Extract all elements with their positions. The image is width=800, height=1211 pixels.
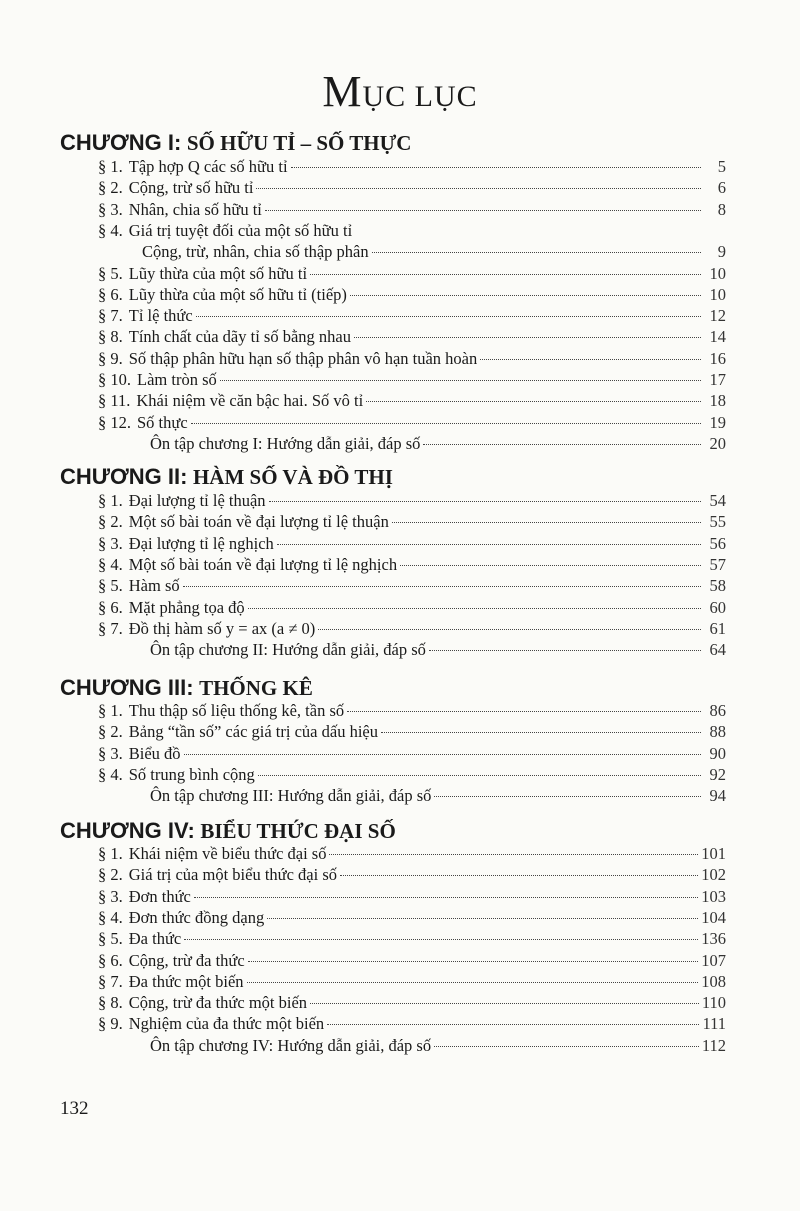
- page-ref: 57: [709, 554, 726, 574]
- section-number: § 1.: [98, 701, 123, 720]
- section-number: § 1.: [98, 157, 123, 176]
- toc-entry[interactable]: [98, 886, 726, 907]
- toc-entry[interactable]: [98, 928, 726, 949]
- page-ref: 64: [709, 640, 726, 660]
- dot-leader: [429, 650, 701, 651]
- entry-title: Nhân, chia số hữu tỉ: [128, 199, 262, 219]
- entry-title: Lũy thừa của một số hữu tỉ: [128, 263, 308, 283]
- page-ref: 6: [717, 178, 726, 198]
- dot-leader: [191, 423, 701, 424]
- dot-leader: [400, 565, 701, 566]
- page-ref: 8: [717, 199, 726, 219]
- page-number: 132: [60, 1098, 89, 1119]
- dot-leader: [291, 167, 701, 168]
- section-number: § 4.: [98, 764, 123, 784]
- section-number: § 4.: [98, 554, 123, 574]
- title-rest: ỤC LỤC: [362, 80, 478, 113]
- section-number: § 3.: [98, 743, 123, 763]
- section-number: § 10.: [98, 370, 131, 389]
- page-ref: 101: [701, 844, 726, 863]
- page-ref: 18: [709, 391, 726, 411]
- dot-leader: [340, 875, 698, 876]
- entry-title: Giá trị của một biểu thức đại số: [128, 865, 338, 885]
- chapter-name: SỐ HỮU TỈ – SỐ THỰC: [186, 131, 412, 155]
- chapter-name: THỐNG KÊ: [199, 676, 313, 700]
- page-ref: 92: [709, 764, 726, 784]
- section-number: § 4.: [98, 220, 123, 240]
- toc-entry[interactable]: [98, 177, 726, 198]
- dot-leader: [269, 501, 701, 502]
- title-initial: M: [322, 67, 363, 116]
- toc-entry[interactable]: [98, 721, 726, 742]
- dot-leader: [366, 401, 701, 402]
- dot-leader: [184, 939, 698, 940]
- entry-title: Số trung bình cộng: [128, 764, 255, 784]
- toc-entry[interactable]: [98, 639, 726, 660]
- chapter-label: CHƯƠNG II:: [60, 464, 188, 489]
- toc-entry[interactable]: [98, 554, 726, 575]
- dot-leader: [347, 711, 701, 712]
- chapter-label: CHƯƠNG III:: [60, 675, 194, 700]
- dot-leader: [434, 796, 701, 797]
- section-number: § 7.: [98, 618, 123, 638]
- dot-leader: [392, 522, 701, 523]
- page-ref: 108: [701, 971, 726, 991]
- page-ref: 103: [701, 886, 726, 906]
- toc-entry[interactable]: [98, 433, 726, 454]
- page-ref: 19: [709, 412, 726, 432]
- section-number: § 6.: [98, 284, 123, 304]
- section-number: § 3.: [98, 533, 123, 553]
- page-ref: 20: [709, 433, 726, 453]
- dot-leader: [381, 732, 701, 733]
- entry-title: Làm tròn số: [137, 370, 217, 389]
- section-number: § 3.: [98, 886, 123, 906]
- toc-entry[interactable]: [98, 992, 726, 1013]
- toc-entry[interactable]: [98, 326, 726, 347]
- chapter-name: HÀM SỐ VÀ ĐỒ THỊ: [192, 465, 393, 489]
- section-number: § 9.: [98, 348, 123, 368]
- toc-entry[interactable]: [98, 199, 726, 220]
- entry-title: Một số bài toán về đại lượng tỉ lệ thuận: [128, 512, 389, 532]
- page-ref: 107: [701, 950, 726, 970]
- entry-title: Ôn tập chương IV: Hướng dẫn giải, đáp số: [150, 1035, 432, 1055]
- page-ref: 55: [709, 512, 726, 532]
- toc-entry[interactable]: [98, 843, 726, 864]
- toc-entry[interactable]: [98, 618, 726, 639]
- page-ref: 102: [701, 865, 726, 885]
- dot-leader: [480, 359, 701, 360]
- section-number: § 2.: [98, 865, 123, 885]
- entry-title: Hàm số: [128, 576, 180, 596]
- toc-entry[interactable]: [98, 348, 726, 369]
- page-ref: 90: [709, 743, 726, 763]
- toc-entry[interactable]: [98, 390, 726, 411]
- dot-leader: [248, 608, 701, 609]
- chapter-label: CHƯƠNG IV:: [60, 818, 195, 843]
- page-ref: 54: [709, 491, 726, 510]
- dot-leader: [256, 188, 701, 189]
- page-ref: 58: [709, 576, 726, 596]
- entry-title: Tỉ lệ thức: [128, 306, 193, 326]
- chapter-label: CHƯƠNG I:: [60, 130, 182, 155]
- section-number: § 8.: [98, 993, 123, 1013]
- entry-title: Giá trị tuyệt đối của một số hữu tỉ: [128, 220, 353, 240]
- page-ref: 16: [709, 348, 726, 368]
- entry-title: Khái niệm về biểu thức đại số: [128, 844, 327, 863]
- toc-entry[interactable]: [98, 743, 726, 764]
- entry-title: Đa thức: [128, 929, 182, 949]
- toc-entry[interactable]: [98, 575, 726, 596]
- page-ref: 5: [717, 157, 726, 176]
- entry-title: Ôn tập chương I: Hướng dẫn giải, đáp số: [150, 433, 421, 453]
- dot-leader: [184, 754, 701, 755]
- section-number: § 5.: [98, 263, 123, 283]
- dot-leader: [267, 918, 698, 919]
- toc-entry[interactable]: [98, 785, 726, 806]
- section-number: § 12.: [98, 412, 131, 432]
- dot-leader: [265, 210, 701, 211]
- page-ref: 88: [709, 722, 726, 742]
- entry-title: Đại lượng tỉ lệ thuận: [128, 491, 266, 510]
- toc-entry[interactable]: [98, 490, 726, 511]
- toc-entry[interactable]: [98, 597, 726, 618]
- toc-entry[interactable]: [98, 220, 726, 241]
- section-number: § 3.: [98, 199, 123, 219]
- dot-leader: [196, 316, 701, 317]
- entry-title: Khái niệm về căn bậc hai. Số vô tỉ: [136, 391, 364, 411]
- page-ref: 12: [709, 306, 726, 326]
- entry-title: Lũy thừa của một số hữu tỉ (tiếp): [128, 284, 347, 304]
- page-ref: 60: [709, 597, 726, 617]
- section-number: § 6.: [98, 950, 123, 970]
- toc-entry[interactable]: [98, 864, 726, 885]
- toc-entry[interactable]: [98, 511, 726, 532]
- toc-entry[interactable]: [98, 156, 726, 177]
- entry-title: Thu thập số liệu thống kê, tần số: [128, 701, 345, 720]
- section-number: § 7.: [98, 306, 123, 326]
- entry-title: Nghiệm của đa thức một biến: [128, 1014, 325, 1034]
- entry-title: Tập hợp Q các số hữu tỉ: [128, 157, 288, 176]
- toc-entry[interactable]: [98, 412, 726, 433]
- dot-leader: [310, 1003, 699, 1004]
- dot-leader: [350, 295, 701, 296]
- dot-leader: [329, 854, 698, 855]
- toc-entry[interactable]: [98, 305, 726, 326]
- dot-leader: [258, 775, 701, 776]
- section-number: § 9.: [98, 1014, 123, 1034]
- entry-title: Cộng, trừ số hữu tỉ: [128, 178, 254, 198]
- page-ref: 111: [702, 1014, 726, 1034]
- toc-entry[interactable]: [98, 971, 726, 992]
- entry-title: Số thực: [137, 412, 188, 432]
- page-ref: 136: [701, 929, 726, 949]
- section-number: § 2.: [98, 722, 123, 742]
- entry-title: Cộng, trừ đa thức một biến: [128, 993, 308, 1013]
- dot-leader: [220, 380, 701, 381]
- entry-title: Đa thức một biến: [128, 971, 244, 991]
- page-ref: 110: [701, 993, 726, 1013]
- section-number: § 7.: [98, 971, 123, 991]
- section-number: § 5.: [98, 929, 123, 949]
- toc-entry[interactable]: [98, 284, 726, 305]
- dot-leader: [183, 586, 701, 587]
- entry-title: Tính chất của dãy tỉ số bằng nhau: [128, 327, 351, 347]
- chapter-name: BIỂU THỨC ĐẠI SỐ: [200, 819, 396, 843]
- toc-entry[interactable]: [98, 907, 726, 928]
- toc-entry[interactable]: [98, 241, 726, 262]
- entry-title: Cộng, trừ đa thức: [128, 950, 245, 970]
- dot-leader: [327, 1024, 699, 1025]
- page-ref: 61: [709, 618, 726, 638]
- dot-leader: [310, 274, 701, 275]
- entry-title: Đồ thị hàm số y = ax (a ≠ 0): [128, 618, 316, 638]
- section-number: § 11.: [98, 391, 131, 411]
- section-number: § 8.: [98, 327, 123, 347]
- dot-leader: [372, 252, 701, 253]
- dot-leader: [423, 444, 701, 445]
- dot-leader: [277, 544, 701, 545]
- page-ref: 14: [709, 327, 726, 347]
- toc-entry[interactable]: [98, 369, 726, 390]
- section-number: § 1.: [98, 491, 123, 510]
- toc-entry[interactable]: [98, 263, 726, 284]
- entry-title: Đơn thức đồng dạng: [128, 907, 265, 927]
- dot-leader: [248, 961, 699, 962]
- page-title: [0, 66, 800, 117]
- entry-title: Ôn tập chương II: Hướng dẫn giải, đáp số: [150, 640, 426, 660]
- toc-entry[interactable]: [98, 764, 726, 785]
- dot-leader: [247, 982, 699, 983]
- page-ref: 86: [709, 701, 726, 720]
- toc-entry[interactable]: [98, 1013, 726, 1034]
- section-number: § 4.: [98, 907, 123, 927]
- entry-title: Đại lượng tỉ lệ nghịch: [128, 533, 274, 553]
- section-number: § 2.: [98, 512, 123, 532]
- dot-leader: [354, 337, 701, 338]
- page-ref: 10: [709, 284, 726, 304]
- dot-leader: [194, 897, 698, 898]
- dot-leader: [318, 629, 701, 630]
- section-number: § 5.: [98, 576, 123, 596]
- page-ref: 17: [709, 370, 726, 389]
- entry-title: Bảng “tần số” các giá trị của dấu hiệu: [128, 722, 378, 742]
- page-ref: 10: [709, 263, 726, 283]
- page-ref: 9: [717, 242, 726, 262]
- page-ref: 56: [709, 533, 726, 553]
- section-number: § 6.: [98, 597, 123, 617]
- section-number: § 1.: [98, 844, 123, 863]
- toc-entry[interactable]: [98, 1035, 726, 1056]
- toc-entry[interactable]: [98, 950, 726, 971]
- entry-title: Cộng, trừ, nhân, chia số thập phân: [142, 242, 369, 262]
- entry-title: Ôn tập chương III: Hướng dẫn giải, đáp số: [150, 786, 432, 806]
- toc-entry[interactable]: [98, 533, 726, 554]
- page-ref: 112: [701, 1035, 726, 1055]
- toc-entry[interactable]: [98, 700, 726, 721]
- entry-title: Biểu đồ: [128, 743, 181, 763]
- entry-title: Mặt phẳng tọa độ: [128, 597, 245, 617]
- page-ref: 104: [701, 907, 726, 927]
- dot-leader: [434, 1046, 699, 1047]
- page-ref: 94: [709, 786, 726, 806]
- entry-title: Một số bài toán về đại lượng tỉ lệ nghịch: [128, 554, 398, 574]
- entry-title: Số thập phân hữu hạn số thập phân vô hạn tuần hoàn: [128, 348, 478, 368]
- entry-title: Đơn thức: [128, 886, 191, 906]
- section-number: § 2.: [98, 178, 123, 198]
